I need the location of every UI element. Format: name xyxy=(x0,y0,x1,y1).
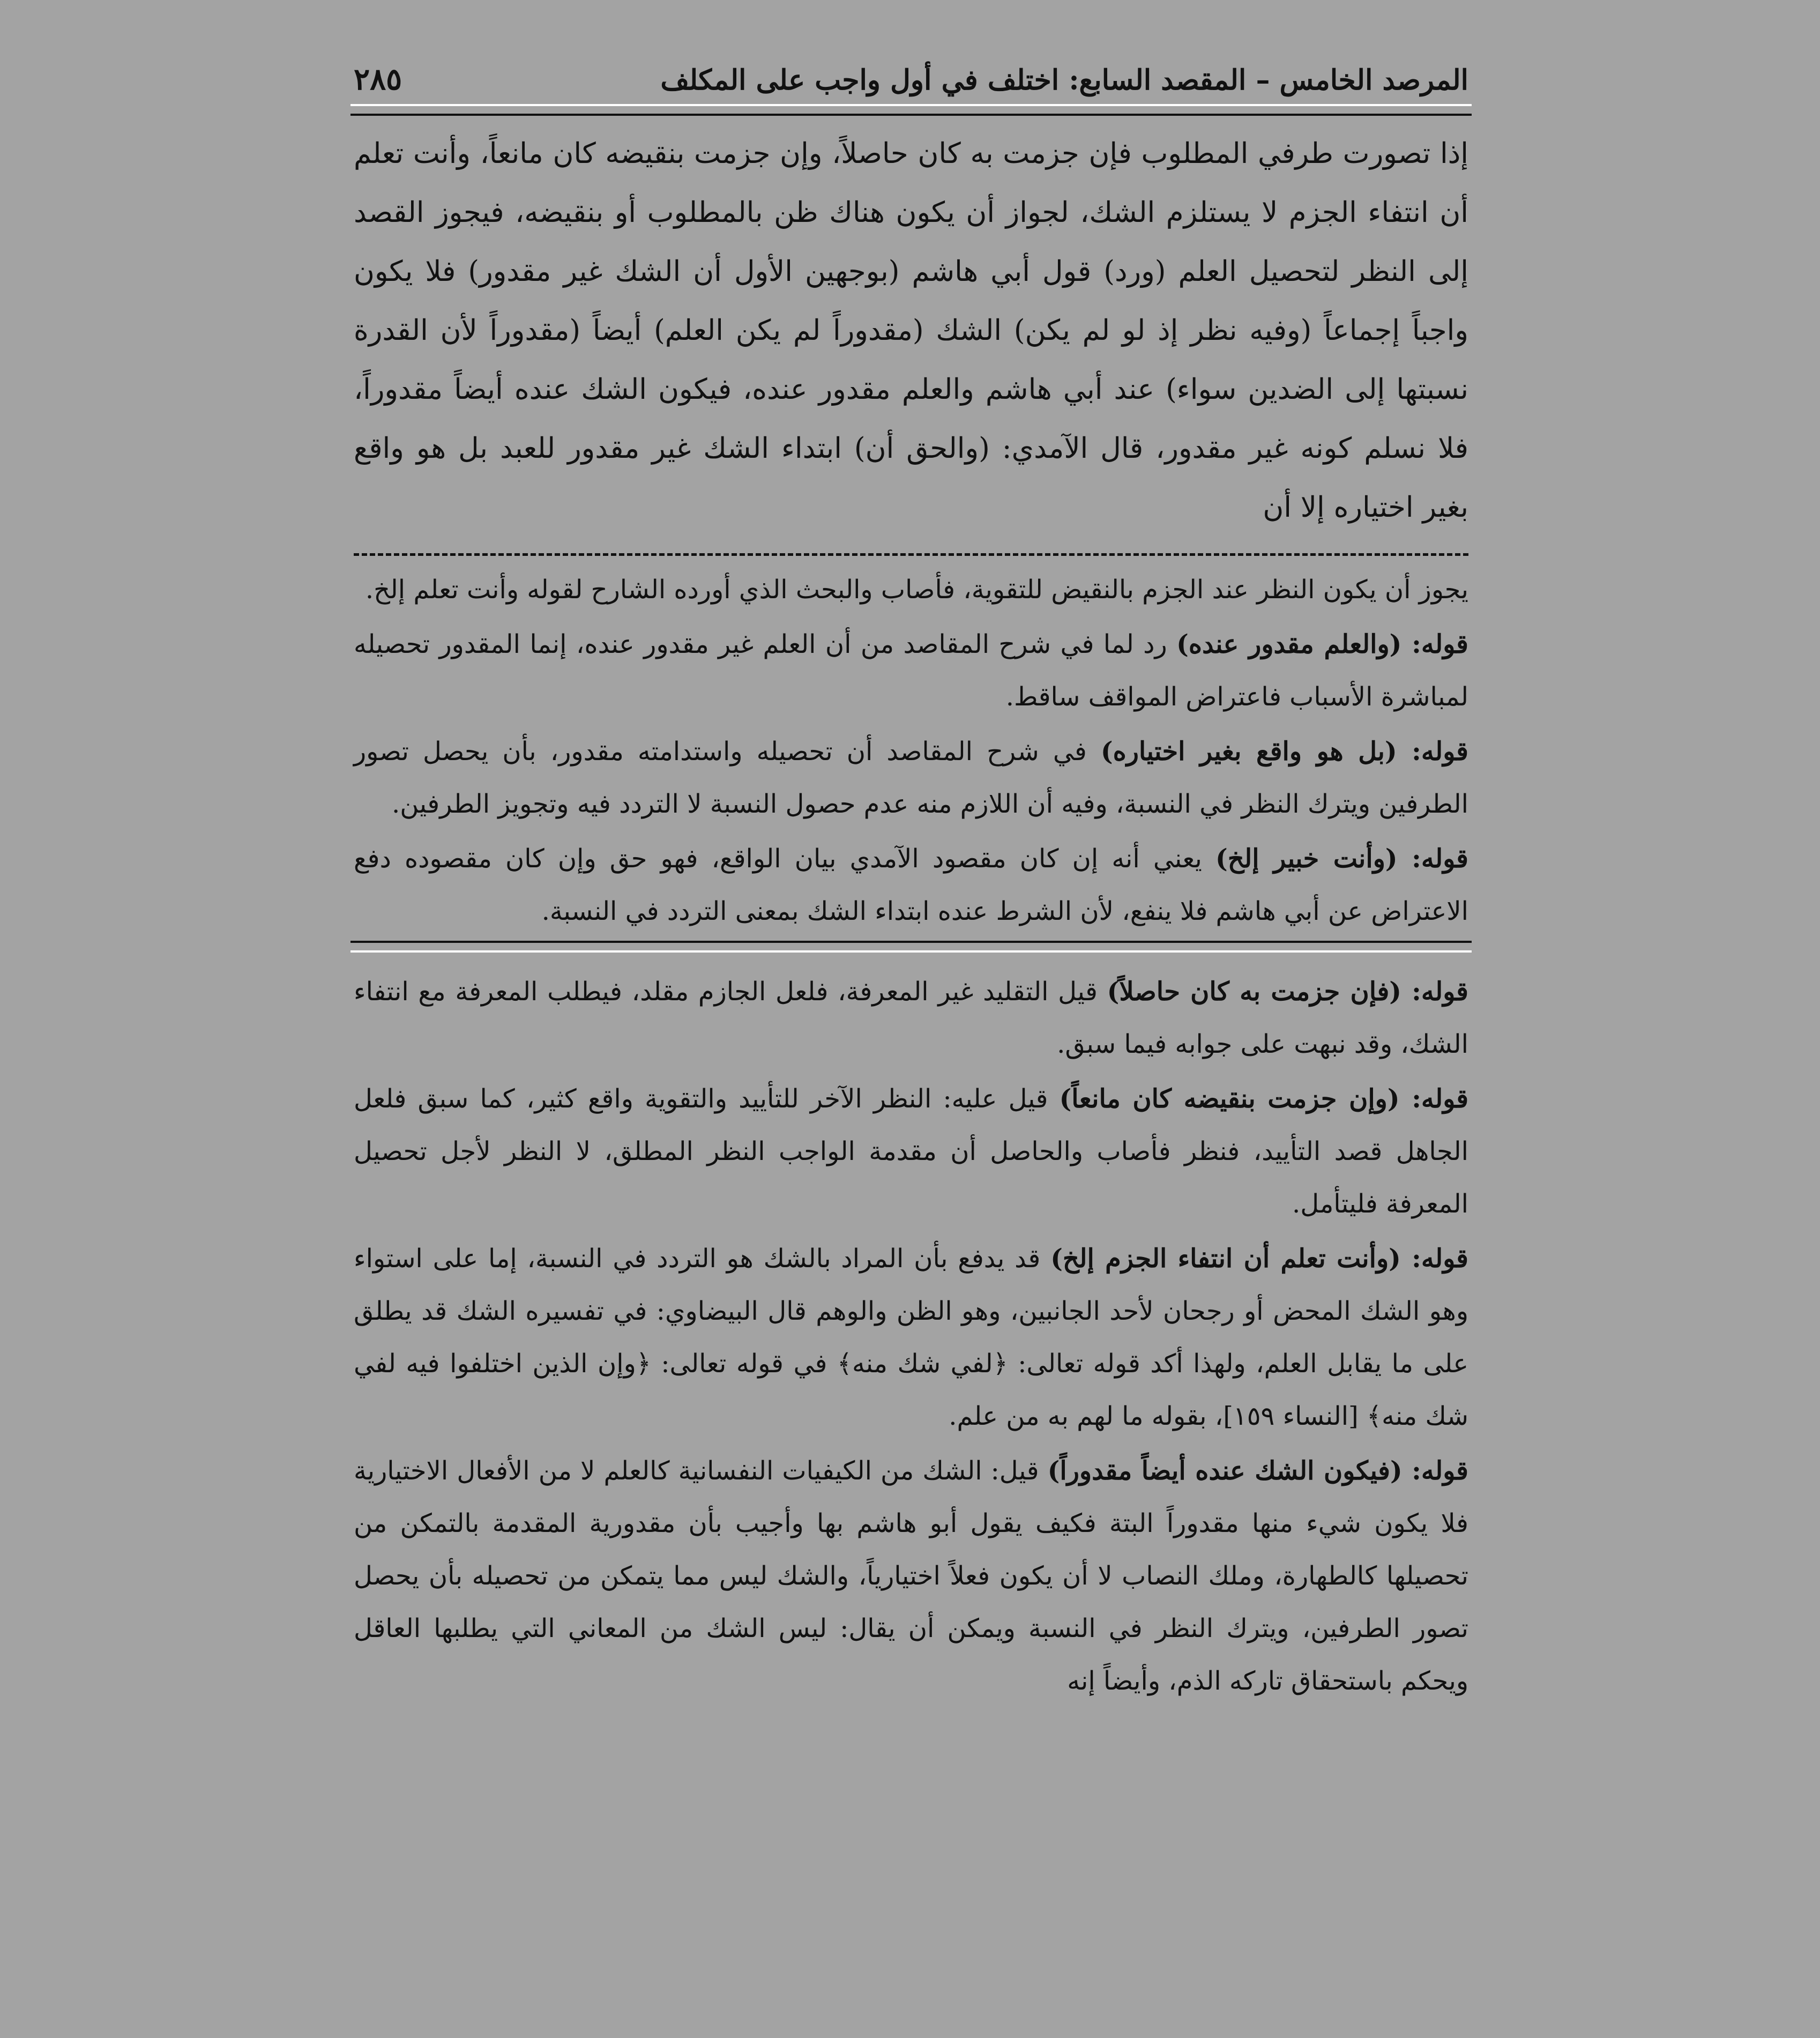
main-text: إذا تصورت طرفي المطلوب فإن جزمت به كان حاصلاً، وإن جزمت بنقيضه كان مانعاً، وأنت تعلم أن انتفاء الجزم لا يستلزم الشك، لجواز أن يكون هناك ظن بالمطلوب أو بنقيضه، فيجوز القصد إلى النظر لتحصيل العلم (ورد) قول أبي هاشم (بوجهين الأول أن الشك غير مقدور) فلا يكون واجباً إجماعاً (وفيه نظر إذ لو لم يكن) الشك (مقدوراً لم يكن العلم) أيضاً (مقدوراً لأن القدرة نسبتها إلى الضدين سواء) عند أبي هاشم والعلم مقدور عنده، فيكون الشك عنده أيضاً مقدوراً، فلا نسلم كونه غير مقدور، قال الآمدي: (والحق أن) ابتداء الشك غير مقدور للعبد بل هو واقع بغير اختياره إلا أن xyxy=(354,137,1468,524)
commentary-section-1 xyxy=(354,563,1468,938)
paragraph-text: رد لما في شرح المقاصد من أن العلم غير مقدور عنده، إنما المقدور تحصيله لمباشرة الأسباب فاعتراض المواقف ساقط. xyxy=(354,629,1468,712)
paragraph-lead: قوله: (وإن جزمت بنقيضه كان مانعاً) xyxy=(1059,1084,1469,1114)
paragraph-text: يعني أنه إن كان مقصود الآمدي بيان الواقع، فهو حق وإن كان مقصوده دفع الاعتراض عن أبي هاشم فلا ينفع، لأن الشرط عنده ابتداء الشك بمعنى التردد في النسبة. xyxy=(354,844,1468,926)
book-page xyxy=(354,58,1468,1709)
running-title: المرصد الخامس – المقصد السابع: اختلف في أول واجب على المكلف xyxy=(660,64,1468,96)
running-head xyxy=(354,58,1468,101)
commentary-paragraph xyxy=(354,618,1468,723)
commentary-paragraph xyxy=(354,563,1468,616)
paragraph-lead: قوله: (وأنت خبير إلخ) xyxy=(1215,844,1469,874)
paragraph-lead: قوله: (بل هو واقع بغير اختياره) xyxy=(1100,737,1469,767)
commentary-paragraph xyxy=(354,725,1468,830)
commentary-paragraph xyxy=(354,965,1468,1070)
paragraph-text: قيل التقليد غير المعرفة، فلعل الجازم مقلد، فيطلب المعرفة مع انتفاء الشك، وقد نبهت على جوابه فيما سبق. xyxy=(354,977,1468,1059)
paragraph-lead: قوله: (فإن جزمت به كان حاصلاً) xyxy=(1107,977,1468,1007)
paragraph-lead: قوله: (وأنت تعلم أن انتفاء الجزم إلخ) xyxy=(1050,1244,1468,1274)
paragraph-lead: قوله: (فيكون الشك عنده أيضاً مقدوراً) xyxy=(1047,1456,1469,1486)
commentary-paragraph xyxy=(354,1232,1468,1442)
section-divider-rule xyxy=(350,941,1472,953)
paragraph-text: في شرح المقاصد أن تحصيله واستدامته مقدور، بأن يحصل تصور الطرفين ويترك النظر في النسبة، وفيه أن اللازم منه عدم حصول النسبة لا التردد فيه وتجويز الطرفين. xyxy=(354,737,1468,819)
commentary-paragraph xyxy=(354,832,1468,938)
header-rule xyxy=(350,104,1472,116)
paragraph-text: قيل: الشك من الكيفيات النفسانية كالعلم لا من الأفعال الاختيارية فلا يكون شيء منها مقدوراً البتة فكيف يقول أبو هاشم بها وأجيب بأن مقدورية المقدمة بالتمكن من تحصيلها كالطهارة، وملك النصاب لا أن يكون فعلاً اختيارياً، والشك ليس مما يتمكن من تحصيله بأن يحصل تصور الطرفين، ويترك النظر في النسبة ويمكن أن يقال: ليس الشك من المعاني التي يطلبها العاقل ويحكم باستحقاق تاركه الذم، وأيضاً إنه xyxy=(354,1456,1468,1696)
commentary-section-2 xyxy=(354,965,1468,1707)
dashed-separator xyxy=(354,553,1468,556)
commentary-paragraph xyxy=(354,1445,1468,1707)
paragraph-lead: قوله: (والعلم مقدور عنده) xyxy=(1176,629,1469,659)
page-number: ٢٨٥ xyxy=(354,62,402,97)
paragraph-text: قد يدفع بأن المراد بالشك هو التردد في النسبة، إما على استواء وهو الشك المحض أو رجحان لأحد الجانبين، وهو الظن والوهم قال البيضاوي: في تفسيره الشك قد يطلق على ما يقابل العلم، ولهذا أكد قوله تعالى: ﴿لفي شك منه﴾ في قوله تعالى: ﴿وإن الذين اختلفوا فيه لفي شك منه﴾ [النساء ١٥٩]، بقوله ما لهم به من علم. xyxy=(354,1244,1468,1431)
paragraph-text: قيل عليه: النظر الآخر للتأييد والتقوية واقع كثير، كما سبق فلعل الجاهل قصد التأييد، فنظر فأصاب والحاصل أن مقدمة الواجب النظر المطلق، لا النظر لأجل تحصيل المعرفة فليتأمل. xyxy=(354,1084,1468,1219)
paragraph-text: يجوز أن يكون النظر عند الجزم بالنقيض للتقوية، فأصاب والبحث الذي أورده الشارح لقوله وأنت تعلم إلخ. xyxy=(365,575,1468,605)
commentary-paragraph xyxy=(354,1073,1468,1230)
